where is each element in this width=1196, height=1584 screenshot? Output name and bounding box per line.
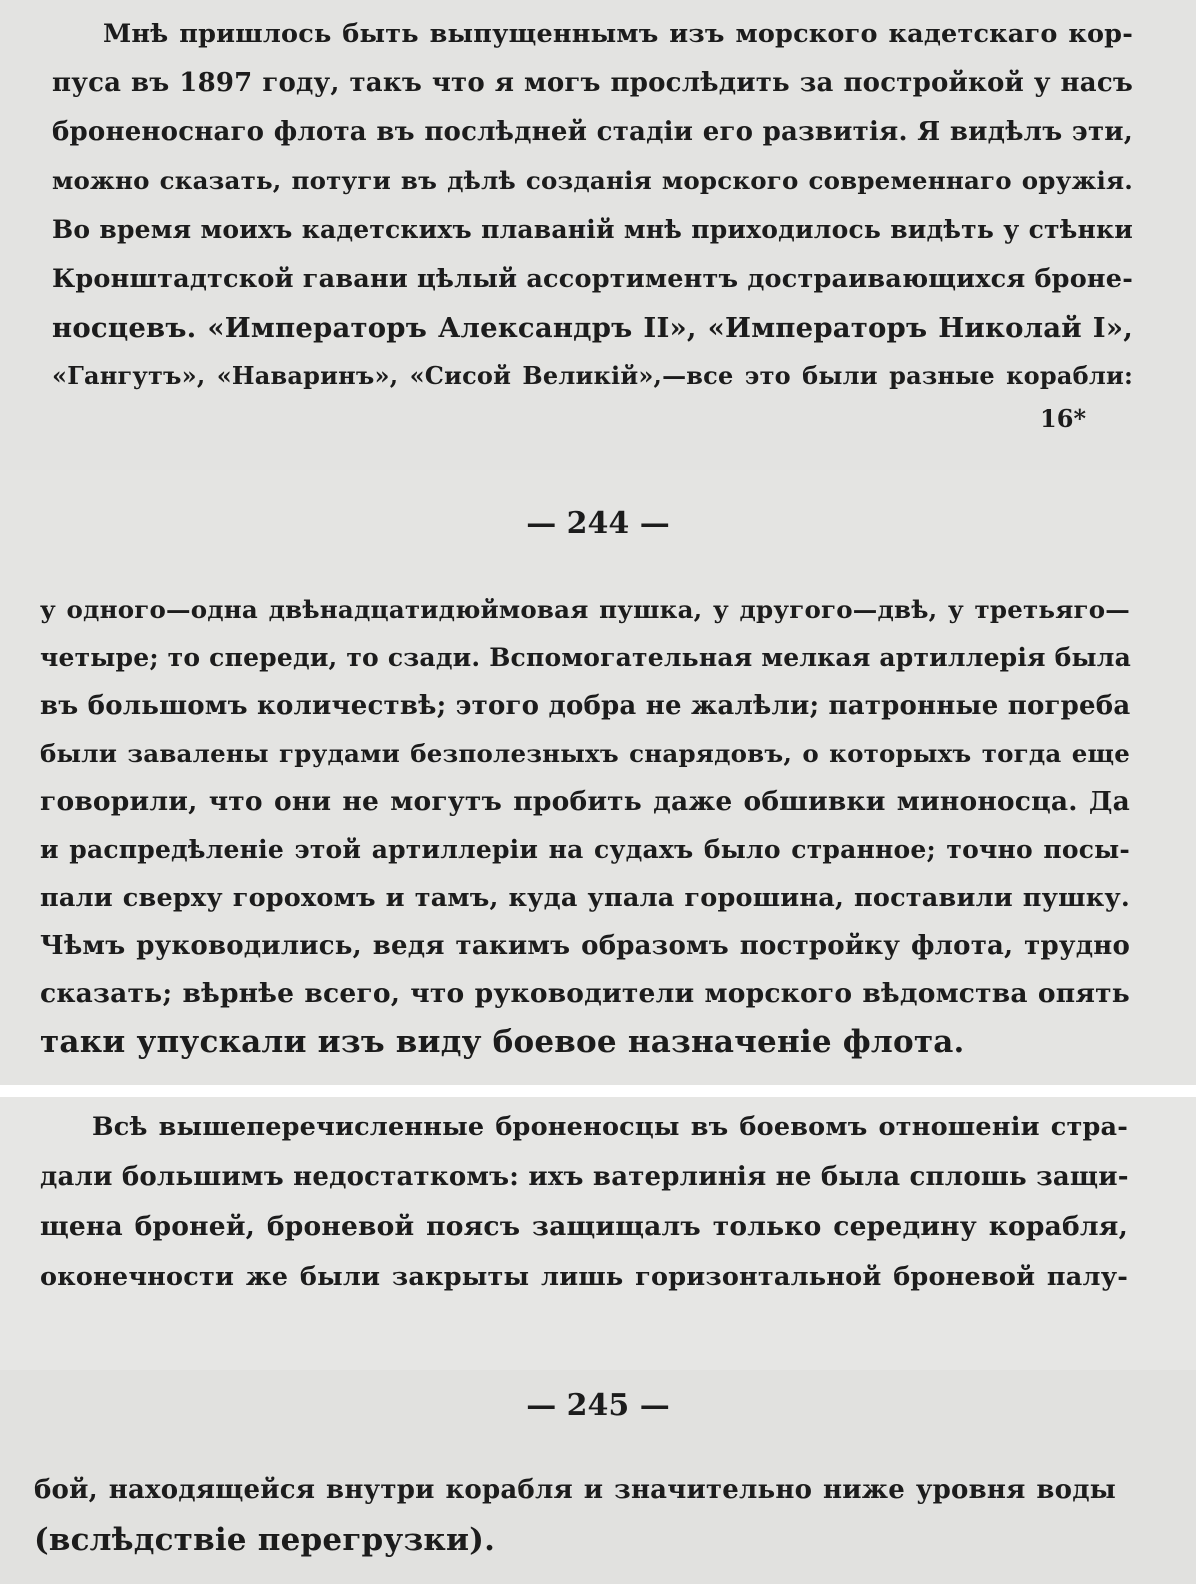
- text-line: Чѣмъ руководились, ведя такимъ образомъ постройку флота, трудно: [40, 931, 1130, 961]
- page-fragment-4: [0, 1370, 1196, 1584]
- text-line: и распредѣленіе этой артиллеріи на судахъ было странное; точно посы-: [40, 835, 1130, 864]
- text-line: щена броней, броневой поясъ защищалъ только середину корабля,: [40, 1211, 1128, 1242]
- text-line: Мнѣ пришлось быть выпущеннымъ изъ морского кадетскаго кор-: [103, 19, 1133, 49]
- page-number: — 245 —: [526, 1388, 670, 1423]
- text-line: дали большимъ недостаткомъ: ихъ ватерлинія не была сплошь защи-: [40, 1162, 1129, 1192]
- text-line: оконечности же были закрыты лишь горизонтальной броневой палу-: [40, 1262, 1128, 1292]
- text-line: бой, находящейся внутри корабля и значительно ниже уровня воды: [34, 1475, 1116, 1505]
- page-fragment-1: [0, 0, 1196, 470]
- text-line: были завалены грудами безполезныхъ снарядовъ, о которыхъ тогда еще: [40, 739, 1130, 768]
- text-line: Кронштадтской гавани цѣлый ассортиментъ достраивающихся броне-: [52, 264, 1133, 294]
- text-line: (вслѣдствіе перегрузки).: [34, 1522, 496, 1558]
- text-line: сказать; вѣрнѣе всего, что руководители морского вѣдомства опять: [40, 978, 1130, 1009]
- text-line: пуса въ 1897 году, такъ что я могъ прослѣдить за постройкой у насъ: [52, 68, 1133, 98]
- text-line: можно сказать, потуги въ дѣлѣ созданія морского современнаго оружія.: [52, 166, 1133, 195]
- text-line: Во время моихъ кадетскихъ плаваній мнѣ приходилось видѣть у стѣнки: [52, 215, 1133, 244]
- page-fragment-2: [0, 470, 1196, 1085]
- page-fragment-3: [0, 1097, 1196, 1370]
- text-line: носцевъ. «Императоръ Александръ II», «Императоръ Николай I»,: [52, 312, 1133, 344]
- text-line: Всѣ вышеперечисленные броненосцы въ боевомъ отношеніи стра-: [92, 1112, 1128, 1142]
- text-line: броненоснаго флота въ послѣдней стадіи его развитія. Я видѣлъ эти,: [52, 117, 1133, 147]
- text-line: четыре; то спереди, то сзади. Вспомогательная мелкая артиллерія была: [40, 643, 1131, 672]
- text-line: таки упускали изъ виду боевое назначеніе флота.: [40, 1024, 965, 1060]
- text-line: въ большомъ количествѣ; этого добра не жалѣли; патронные погреба: [40, 691, 1131, 721]
- page-number: — 244 —: [526, 506, 670, 541]
- text-line: «Гангутъ», «Наваринъ», «Сисой Великій»,—все это были разные корабли:: [52, 361, 1133, 390]
- signature-mark: 16*: [1040, 404, 1086, 433]
- text-line: пали сверху горохомъ и тамъ, куда упала горошина, поставили пушку.: [40, 883, 1130, 913]
- text-line: говорили, что они не могутъ пробить даже обшивки миноносца. Да: [40, 786, 1130, 817]
- text-line: у одного—одна двѣнадцатидюймовая пушка, у другого—двѣ, у третьяго—: [40, 595, 1130, 624]
